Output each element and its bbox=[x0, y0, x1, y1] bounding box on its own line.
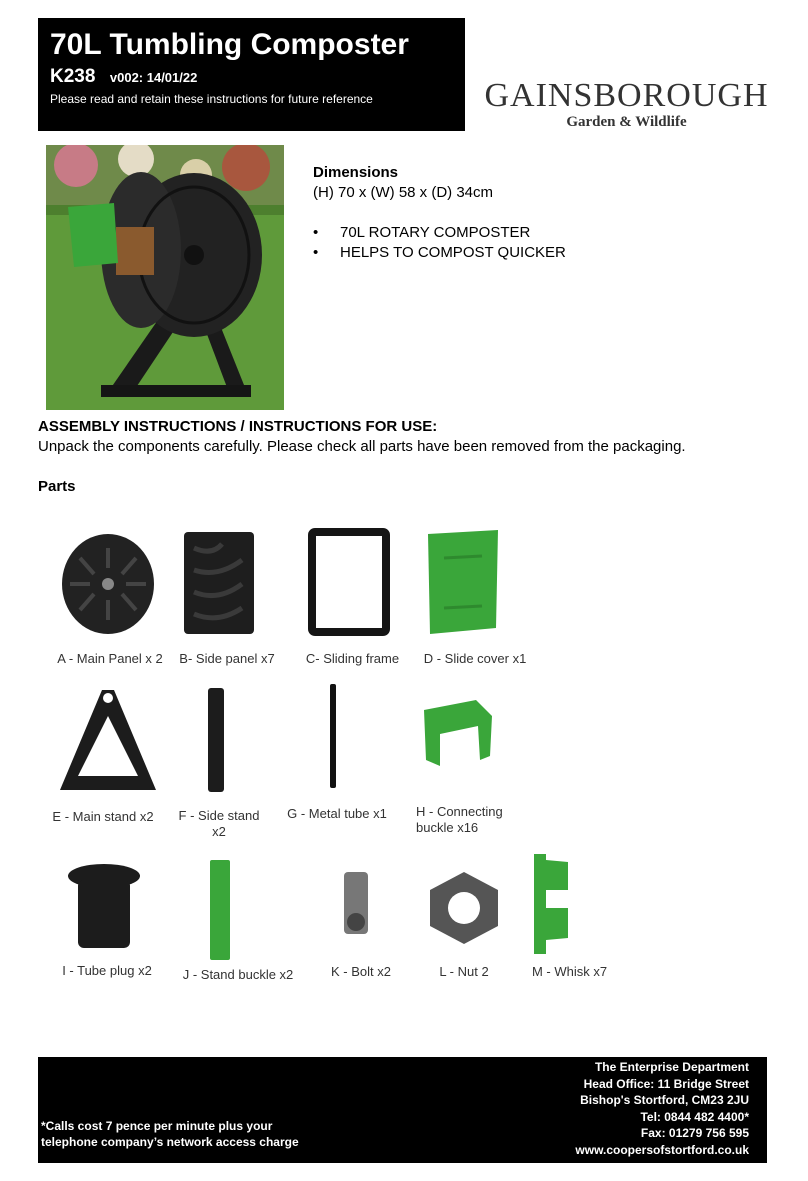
main-panel-icon bbox=[58, 528, 158, 638]
part-label-h: H - Connecting buckle x16 bbox=[416, 804, 503, 835]
part-label-d: D - Slide cover x1 bbox=[423, 651, 527, 666]
bolt-icon bbox=[334, 868, 378, 938]
nut-icon bbox=[424, 868, 504, 948]
department: The Enterprise Department bbox=[594, 1060, 749, 1074]
parts-title: Parts bbox=[38, 478, 76, 495]
header-box bbox=[38, 18, 465, 131]
dimensions-value: (H) 70 x (W) 58 x (D) 34cm bbox=[313, 184, 494, 201]
brand-logo bbox=[484, 78, 769, 131]
metal-tube-icon bbox=[326, 682, 340, 790]
feature-item: • HELPS TO COMPOST QUICKER bbox=[313, 243, 566, 263]
retain-note: Please read and retain these instructions for future reference bbox=[50, 92, 373, 106]
part-label-a: A - Main Panel x 2 bbox=[57, 651, 163, 666]
whisk-icon bbox=[528, 850, 572, 958]
connecting-buckle-icon bbox=[416, 696, 498, 768]
part-label-b: B- Side panel x7 bbox=[179, 651, 275, 666]
town-postcode: Bishop's Stortford, CM23 2JU bbox=[580, 1093, 749, 1107]
stand-buckle-icon bbox=[204, 858, 236, 962]
product-code-line bbox=[50, 66, 453, 88]
sliding-frame-icon bbox=[308, 528, 390, 636]
product-photo bbox=[46, 145, 284, 410]
slide-cover-icon bbox=[424, 528, 502, 636]
part-label-g: G - Metal tube x1 bbox=[287, 806, 387, 821]
part-label-k: K - Bolt x2 bbox=[331, 964, 391, 979]
brand-subtitle: Garden & Wildlife bbox=[566, 114, 687, 130]
call-cost-note bbox=[41, 1118, 299, 1150]
call-cost-line-2: telephone company’s network access charge bbox=[41, 1135, 299, 1149]
part-label-i: I - Tube plug x2 bbox=[62, 963, 152, 978]
feature-item: • 70L ROTARY COMPOSTER bbox=[313, 223, 566, 243]
tube-plug-icon bbox=[64, 862, 144, 954]
part-label-m: M - Whisk x7 bbox=[531, 964, 608, 979]
dimensions-block bbox=[313, 163, 493, 203]
part-label-f: F - Side stand x2 bbox=[178, 808, 260, 839]
assembly-section bbox=[38, 417, 686, 457]
fax: Fax: 01279 756 595 bbox=[640, 1126, 749, 1140]
part-label-c: C- Sliding frame bbox=[305, 651, 400, 666]
brand-name: GAINSBOROUGH bbox=[484, 77, 769, 114]
part-label-l: L - Nut 2 bbox=[439, 964, 489, 979]
main-stand-icon bbox=[58, 686, 158, 796]
assembly-title: ASSEMBLY INSTRUCTIONS / INSTRUCTIONS FOR USE: bbox=[38, 418, 438, 435]
footer bbox=[38, 1057, 767, 1163]
contact-address bbox=[575, 1059, 749, 1158]
head-office: Head Office: 11 Bridge Street bbox=[583, 1076, 749, 1091]
part-label-j: J - Stand buckle x2 bbox=[182, 967, 294, 982]
product-code: K238 bbox=[50, 66, 96, 87]
version-label: v002: 14/01/22 bbox=[109, 70, 198, 85]
dimensions-title: Dimensions bbox=[313, 164, 399, 181]
call-cost-line-1: *Calls cost 7 pence per minute plus your bbox=[41, 1119, 273, 1133]
part-label-e: E - Main stand x2 bbox=[52, 809, 154, 824]
website-link[interactable]: www.coopersofstortford.co.uk bbox=[575, 1142, 749, 1157]
side-stand-icon bbox=[204, 686, 228, 796]
assembly-text: Unpack the components carefully. Please check all parts have been removed from the packaging. bbox=[38, 438, 686, 455]
page-title: 70L Tumbling Composter bbox=[50, 28, 409, 61]
feature-list bbox=[313, 223, 566, 263]
side-panel-icon bbox=[182, 530, 256, 636]
telephone: Tel: 0844 482 4400* bbox=[640, 1109, 749, 1124]
